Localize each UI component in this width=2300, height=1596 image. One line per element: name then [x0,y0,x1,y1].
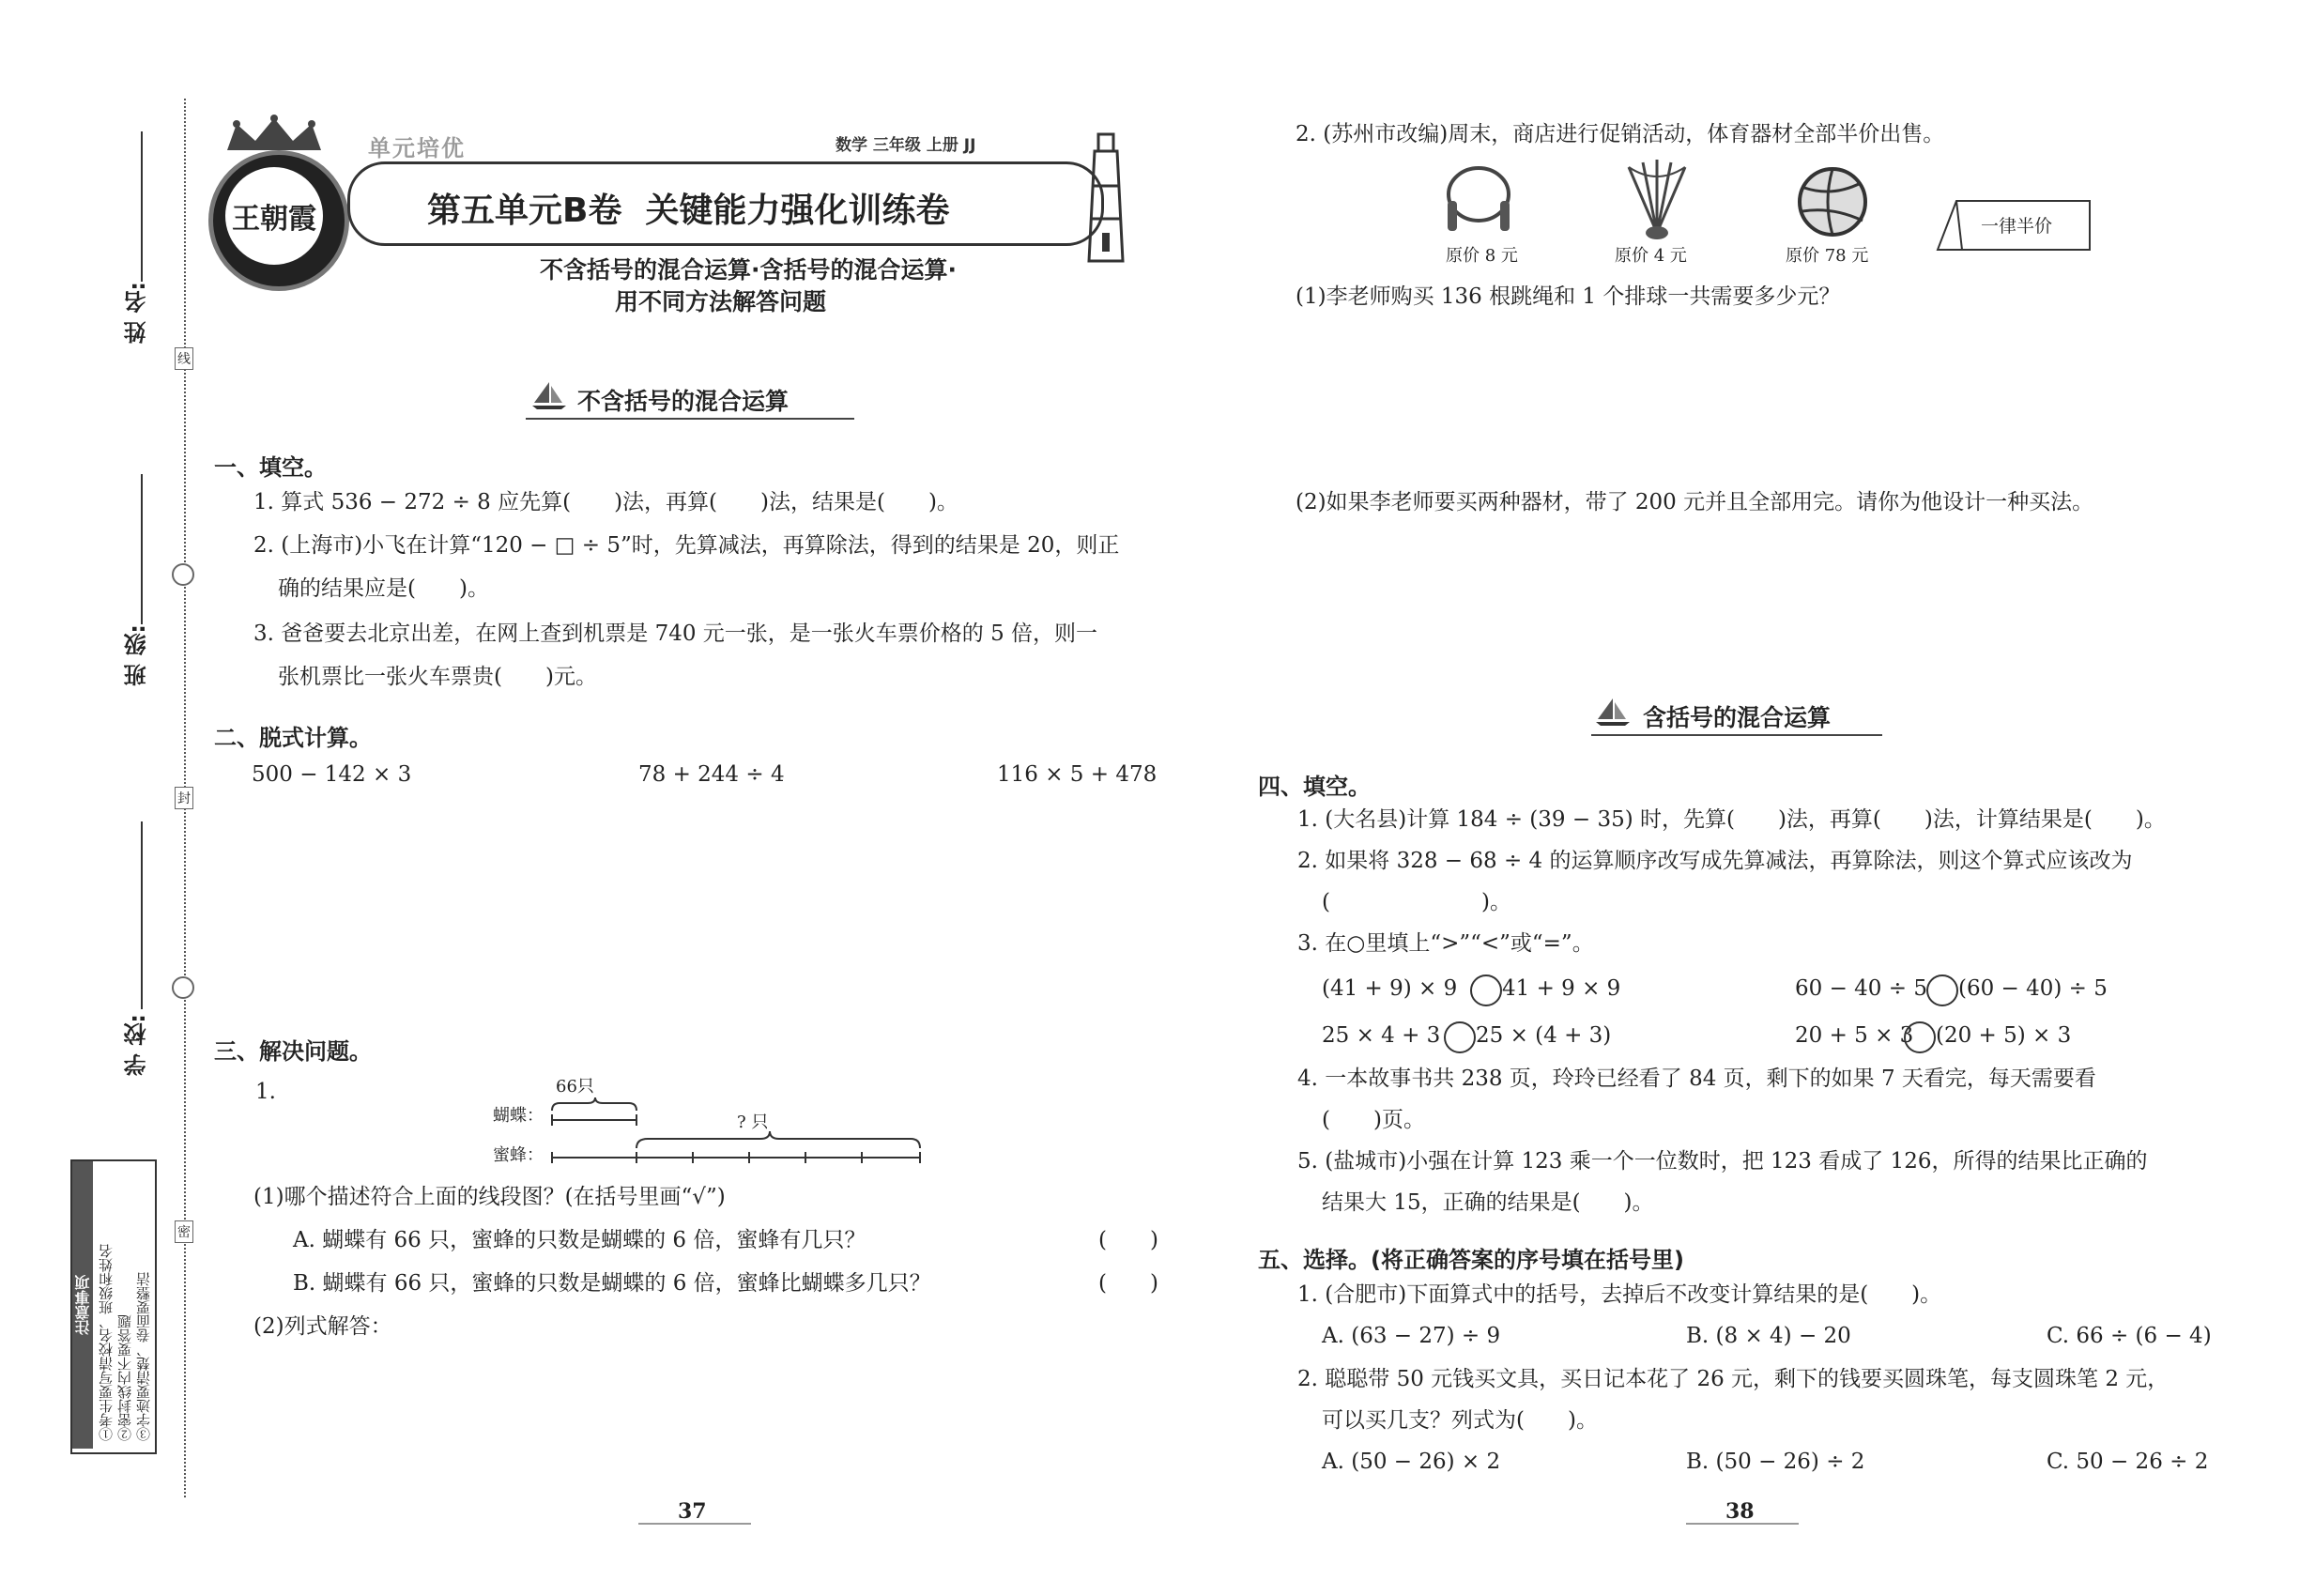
question-text: 确的结果应是( )。 [278,576,489,601]
question-text: 3. 在○里填上“>”“<”或“=”。 [1297,931,1594,956]
compare-left: (41 + 9) × 9 [1322,976,1458,1001]
question-text: 张机票比一张火车票贵( )元。 [278,665,597,689]
price-label: 原价 4 元 [1615,246,1687,266]
choice-option[interactable]: C. 66 ÷ (6 − 4) [2047,1324,2212,1348]
question-text: 2. (上海市)小飞在计算“120 − □ ÷ 5”时，先算减法，再算除法，得到的结果是 20，则正 [253,533,1120,558]
expression: 500 − 142 × 3 [252,762,412,787]
section-underline [1591,734,1882,736]
sailboat-icon [1594,697,1632,730]
subtitle-2: 用不同方法解答问题 [615,288,827,315]
part4-heading: 四、填空。 [1258,774,1371,800]
sub-question: (1)哪个描述符合上面的线段图？(在括号里画“√”) [253,1185,726,1209]
question-text: ( )页。 [1322,1108,1425,1132]
expression: 78 + 244 ÷ 4 [638,762,785,787]
segment-diagram [544,1094,939,1173]
note-2: ②密封线内不要答题 [116,1314,133,1441]
section-underline [526,418,854,420]
cut-mark-3: 密 [175,1220,193,1243]
compare-left: 60 − 40 ÷ 5 [1795,976,1927,1001]
diagram-top-value: 66只 [556,1077,594,1097]
compare-right: 41 + 9 × 9 [1502,976,1621,1001]
compare-left: 25 × 4 + 3 [1322,1023,1441,1048]
school-label: 学 校: [124,1014,150,1076]
note-3: ③字迹要清楚、卷面要整洁 [135,1272,152,1441]
choice-option[interactable]: B. (50 − 26) ÷ 2 [1686,1450,1865,1474]
part3-heading: 三、解决问题。 [214,1038,372,1065]
sub-question: (2)如果李老师要买两种器材，带了 200 元并且全部用完。请你为他设计一种买法。 [1296,490,2094,514]
sailboat-icon [530,380,568,414]
question-text: 2. (苏州市改编)周末，商店进行促销活动，体育器材全部半价出售。 [1296,122,1945,146]
compare-circle[interactable] [1926,974,1958,1006]
logo-crown-icon [218,115,330,152]
page-number: 38 [1725,1499,1755,1524]
name-label: 姓 名: [124,282,150,344]
question-text: 5. (盐城市)小强在计算 123 乘一个一位数时，把 123 看成了 126，所得的结果比正确的 [1297,1149,2148,1174]
choice-option[interactable]: A. (63 − 27) ÷ 9 [1322,1324,1501,1348]
class-line [141,474,143,624]
section-title-1: 不含括号的混合运算 [577,388,790,415]
option-b: B. 蝴蝶有 66 只，蜜蜂的只数是蝴蝶的 6 倍，蜜蜂比蝴蝶多几只？ [293,1271,931,1296]
part5-heading: 五、选择。(将正确答案的序号填在括号里) [1258,1247,1684,1273]
compare-circle[interactable] [1904,1021,1936,1053]
question-text: 2. 聪聪带 50 元钱买文具，买日记本花了 26 元，剩下的钱要买圆珠笔，每支圆珠笔 2 元， [1297,1367,2170,1391]
question-text: 2. 如果将 328 − 68 ÷ 4 的运算顺序改写成先算减法，再算除法，则这个算式应该改为 [1297,849,2133,873]
answer-paren[interactable]: ( ) [1098,1271,1158,1296]
diagram-question-value: ? 只 [737,1113,769,1132]
page-ornament [1686,1523,1799,1525]
banner-tag: 单元培优 [368,135,466,161]
page-ornament [638,1523,751,1525]
question-text: 1. 算式 536 − 272 ÷ 8 应先算( )法，再算( )法，结果是( )。 [253,490,958,514]
shuttlecock-icon [1619,158,1694,246]
compare-right: (20 + 5) × 3 [1936,1023,2072,1048]
choice-option[interactable]: A. (50 − 26) × 2 [1322,1450,1501,1474]
volleyball-icon [1795,164,1870,243]
part1-heading: 一、填空。 [214,454,327,481]
compare-right: (60 − 40) ÷ 5 [1958,976,2108,1001]
half-price-sign-text: 一律半价 [1981,216,2053,237]
jump-rope-icon [1436,161,1521,240]
sub-question: (2)列式解答： [253,1314,392,1339]
question-text: 结果大 15，正确的结果是( )。 [1322,1190,1654,1215]
compare-circle[interactable] [1444,1021,1476,1053]
notes-title: 注意事项 [72,1161,93,1449]
cut-mark-1: 线 [175,347,193,370]
name-line [141,131,143,282]
butterfly-label: 蝴蝶： [493,1106,544,1126]
choice-option[interactable]: B. (8 × 4) − 20 [1686,1324,1851,1348]
compare-left: 20 + 5 × 3 [1795,1023,1914,1048]
option-a: A. 蝴蝶有 66 只，蜜蜂的只数是蝴蝶的 6 倍，蜜蜂有几只？ [293,1228,866,1252]
scissors-icon [172,976,194,999]
question-number: 1. [255,1080,276,1104]
question-text: 可以买几支？列式为( )。 [1322,1408,1598,1433]
compare-circle[interactable] [1470,974,1502,1006]
question-text: 1. (合肥市)下面算式中的括号，去掉后不改变计算结果的是( )。 [1297,1282,1942,1307]
part2-heading: 二、脱式计算。 [214,725,372,751]
cut-mark-2: 封 [175,787,193,809]
answer-paren[interactable]: ( ) [1098,1228,1158,1252]
page-number: 37 [678,1499,707,1524]
compare-right: 25 × (4 + 3) [1476,1023,1612,1048]
question-text: ( )。 [1322,890,1511,914]
question-text: 1. (大名县)计算 184 ÷ (39 − 35) 时，先算( )法，再算( )法，计算结果是( )。 [1297,807,2166,832]
price-label: 原价 78 元 [1786,246,1869,266]
subtitle-1: 不含括号的混合运算·含括号的混合运算· [540,256,957,284]
bee-label: 蜜蜂： [493,1145,544,1165]
meta-text: 数学 三年级 上册 JJ [836,136,976,155]
section-title-2: 含括号的混合运算 [1643,704,1832,731]
school-line [141,821,143,1009]
class-label: 班 级: [124,624,150,686]
choice-option[interactable]: C. 50 − 26 ÷ 2 [2047,1450,2209,1474]
logo-text: 王朝霞 [232,203,316,236]
note-1: ①考生要写清校名、班级和姓名 [98,1244,115,1441]
sub-question: (1)李老师购买 136 根跳绳和 1 个排球一共需要多少元？ [1296,284,1841,309]
expression: 116 × 5 + 478 [997,762,1158,787]
price-label: 原价 8 元 [1446,246,1518,266]
question-text: 3. 爸爸要去北京出差，在网上查到机票是 740 元一张，是一张火车票价格的 5 倍，则一 [253,622,1098,646]
page-title: 第五单元B卷 关键能力强化训练卷 [427,192,950,230]
question-text: 4. 一本故事书共 238 页，玲玲已经看了 84 页，剩下的如果 7 天看完，每天需要看 [1297,1067,2096,1091]
lighthouse-icon [1078,130,1134,266]
scissors-icon [172,563,194,586]
